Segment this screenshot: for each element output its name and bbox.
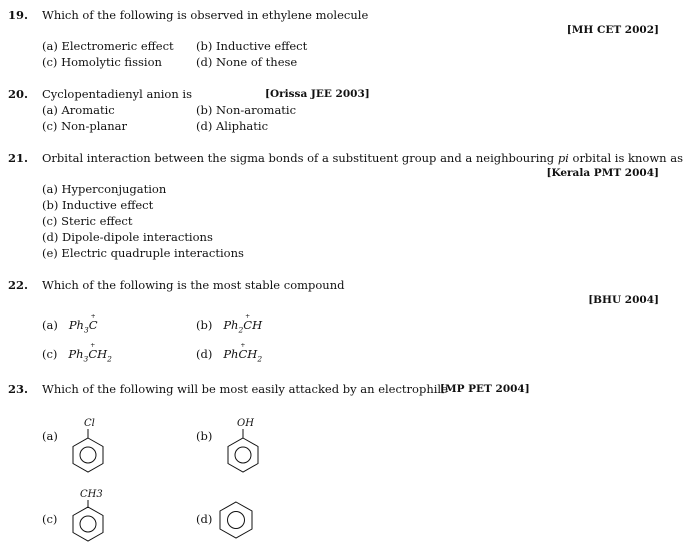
question-20-number: 20. [8,87,29,101]
plus-charge: + [90,342,96,349]
option-label: (b) [196,318,213,332]
question-23-source: [MP PET 2004] [440,383,530,395]
question-19-option-d[interactable]: (d) None of these [196,55,298,69]
question-21-text-em: pi [557,151,569,165]
question-19-source: [MH CET 2002] [566,24,659,36]
toluene-structure[interactable] [60,484,120,549]
question-23-number: 23. [8,382,29,396]
question-19-option-a[interactable]: (a) Electromeric effect [42,39,174,53]
question-22-option-c[interactable] [42,342,112,364]
question-23-option-c-label[interactable]: (c) [42,512,58,526]
chlorobenzene-structure[interactable] [60,413,120,473]
question-22-source: [BHU 2004] [588,294,659,306]
formula: $Ph_2$ + CH [223,313,263,335]
aromatic-circle [228,512,245,529]
question-19-option-b[interactable]: (b) Inductive effect [196,39,308,53]
question-20-source: [Orissa JEE 2003] [265,88,370,100]
question-21-source: [Kerala PMT 2004] [546,167,659,179]
question-21-option-d[interactable]: (d) Dipole-dipole interactions [42,230,213,244]
option-label: (d) [196,347,213,361]
question-23-option-d-label[interactable]: (d) [196,512,213,526]
question-21-option-a[interactable]: (a) Hyperconjugation [42,182,167,196]
phenol-structure[interactable] [211,413,271,473]
benzene-structure[interactable] [216,500,256,542]
question-21-text-pre: Orbital interaction between the sigma bonds of a substituent group and a neighbouring [42,151,558,165]
question-21-text [42,151,683,165]
plus-charge: + [240,342,246,349]
benzene-ring [73,438,103,472]
aromatic-circle [80,447,96,463]
question-19-text: Which of the following is observed in ethylene molecule [42,8,369,22]
plus-charge: + [245,313,251,320]
question-23-text: Which of the following will be most easily attacked by an electrophile [42,382,448,396]
question-20-option-a[interactable]: (a) Aromatic [42,103,115,117]
question-20-text: Cyclopentadienyl anion is [42,87,192,101]
question-22-number: 22. [8,278,29,292]
benzene-ring [228,438,258,472]
question-20-option-b[interactable]: (b) Non-aromatic [196,103,297,117]
question-21-text-post: orbital is known as [568,151,683,165]
chloro-substituent-label: Cl [84,418,95,429]
question-20-option-d[interactable]: (d) Aliphatic [196,119,269,133]
question-20-option-c[interactable]: (c) Non-planar [42,119,128,133]
aromatic-circle [80,516,96,532]
question-22-option-a[interactable] [42,313,98,335]
aromatic-circle [235,447,251,463]
hydroxy-substituent-label: OH [237,418,254,429]
question-21-option-e[interactable]: (e) Electric quadruple interactions [42,246,244,260]
question-21-number: 21. [8,151,29,165]
formula: Ph + $CH_2$ [223,342,263,364]
benzene-ring [220,502,252,538]
plus-charge: + [90,313,96,320]
question-22-option-d[interactable] [196,342,263,364]
methyl-substituent-label: CH3 [80,489,103,500]
formula: $Ph_3$ + C [68,313,98,335]
formula: $Ph_3$ + $CH_2$ [68,342,112,364]
option-label: (c) [42,347,58,361]
question-19-number: 19. [8,8,29,22]
question-21-option-b[interactable]: (b) Inductive effect [42,198,154,212]
question-22-option-b[interactable] [196,313,263,335]
question-23-option-b-label[interactable]: (b) [196,429,213,443]
question-21-option-c[interactable]: (c) Steric effect [42,214,133,228]
question-23-option-a-label[interactable]: (a) [42,429,58,443]
option-label: (a) [42,318,58,332]
question-19-option-c[interactable]: (c) Homolytic fission [42,55,162,69]
benzene-ring [73,507,103,541]
question-22-text: Which of the following is the most stable compound [42,278,345,292]
